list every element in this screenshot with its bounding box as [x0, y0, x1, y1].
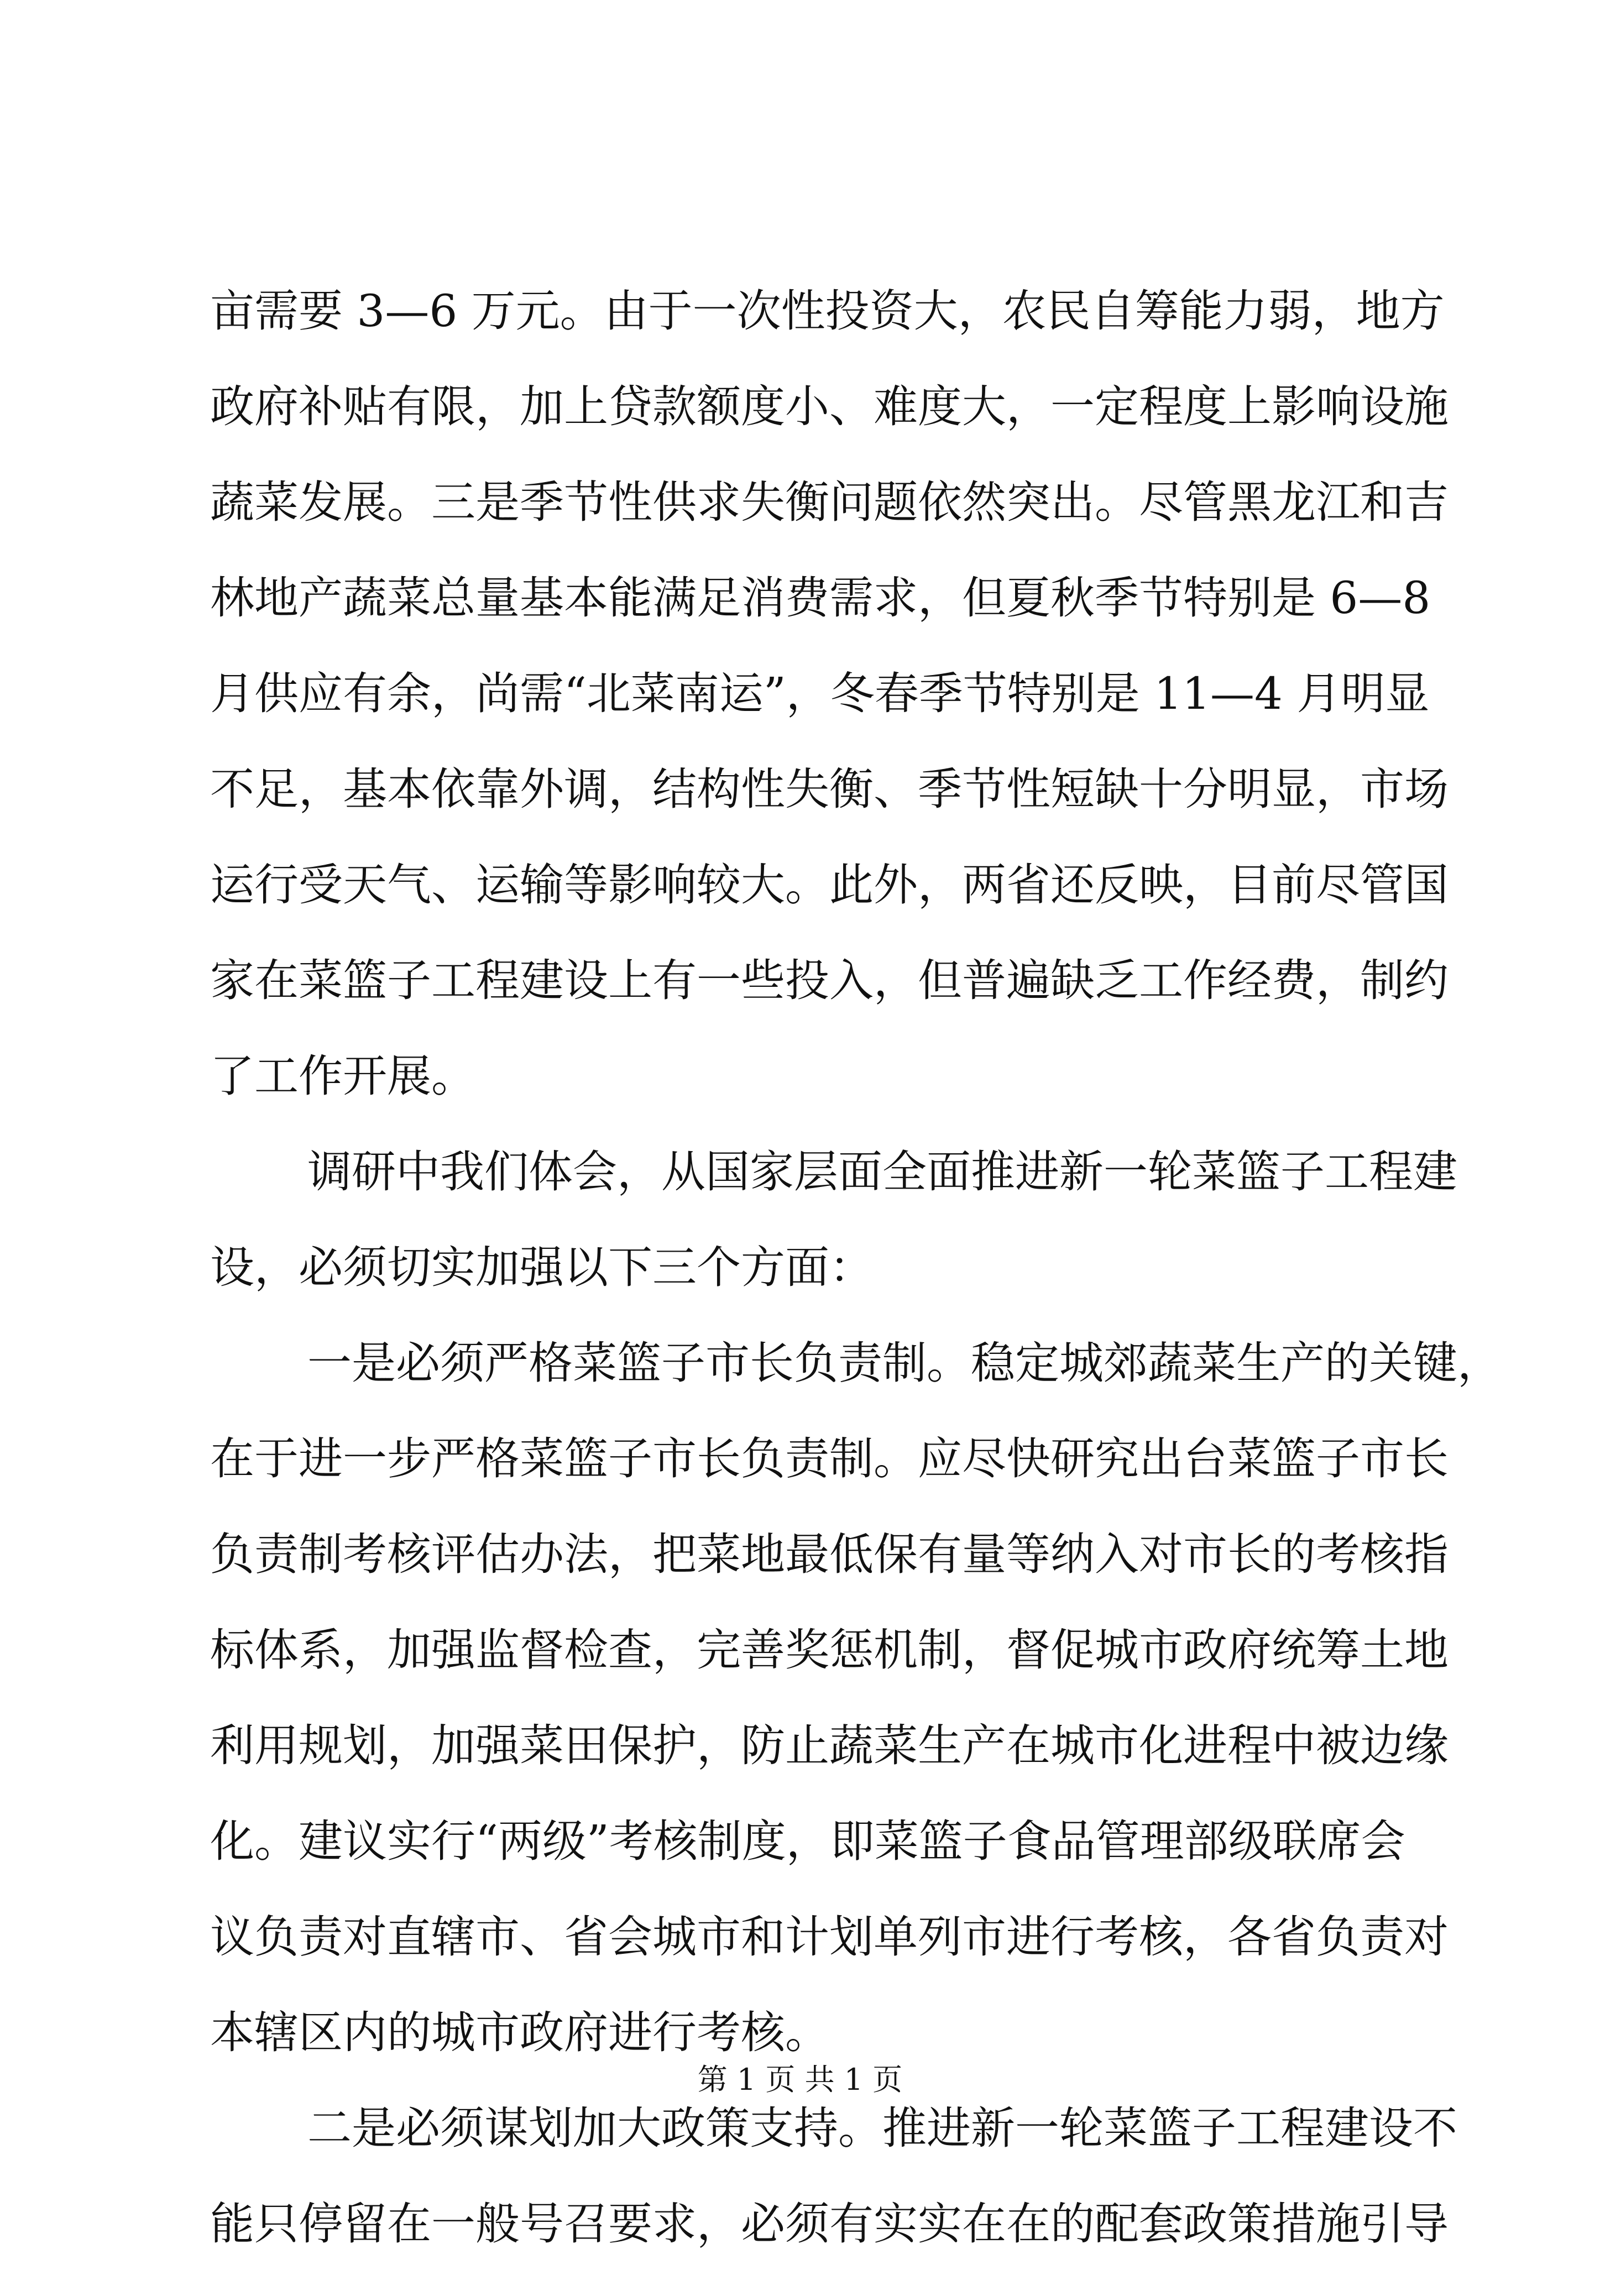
- text-line: 利用规划，加强菜田保护，防止蔬菜生产在城市化进程中被边缘: [210, 1720, 1449, 1771]
- text-line: 林地产蔬菜总量基本能满足消费需求，但夏秋季节特别是 6—8: [210, 572, 1431, 624]
- text-line: 蔬菜发展。三是季节性供求失衡问题依然突出。尽管黑龙江和吉: [210, 477, 1449, 528]
- text-line: 家在菜篮子工程建设上有一些投入，但普遍缺乏工作经费，制约: [210, 955, 1449, 1006]
- text-line: 设，必须切实加强以下三个方面：: [210, 1242, 874, 1293]
- text-line: 在于进一步严格菜篮子市长负责制。应尽快研究出台菜篮子市长: [210, 1433, 1449, 1484]
- text-line: 化。建议实行“两级”考核制度，即菜篮子食品管理部级联席会: [210, 1816, 1405, 1867]
- text-line: 负责制考核评估办法，把菜地最低保有量等纳入对市长的考核指: [210, 1529, 1449, 1580]
- paragraph-first-line: 二是必须谋划加大政策支持。推进新一轮菜篮子工程建设不: [307, 2103, 1457, 2154]
- paragraph-first-line: 调研中我们体会，从国家层面全面推进新一轮菜篮子工程建: [307, 1146, 1457, 1197]
- text-line: 月供应有余，尚需“北菜南运”，冬春季节特别是 11—4 月明显: [210, 668, 1430, 719]
- document-body: [210, 285, 1502, 2296]
- text-line: 政府补贴有限，加上贷款额度小、难度大，一定程度上影响设施: [210, 381, 1449, 432]
- text-line: 能只停留在一般号召要求，必须有实实在在的配套政策措施引导: [210, 2198, 1449, 2250]
- text-line: 标体系，加强监督检查，完善奖惩机制，督促城市政府统筹土地: [210, 1624, 1449, 1676]
- page-footer: 第 1 页 共 1 页: [697, 2062, 903, 2097]
- text-line: 本辖区内的城市政府进行考核。: [210, 2007, 829, 2058]
- text-line: 运行受天气、运输等影响较大。此外，两省还反映，目前尽管国: [210, 859, 1449, 911]
- text-line: 亩需要 3—6 万元。由于一次性投资大，农民自筹能力弱，地方: [210, 285, 1445, 337]
- paragraph-first-line: 一是必须严格菜篮子市长负责制。稳定城郊蔬菜生产的关键，: [307, 1337, 1502, 1389]
- text-line: 了工作开展。: [210, 1050, 475, 1102]
- text-line: 不足，基本依靠外调，结构性失衡、季节性短缺十分明显，市场: [210, 763, 1449, 815]
- text-line: 议负责对直辖市、省会城市和计划单列市进行考核，各省负责对: [210, 1911, 1449, 1963]
